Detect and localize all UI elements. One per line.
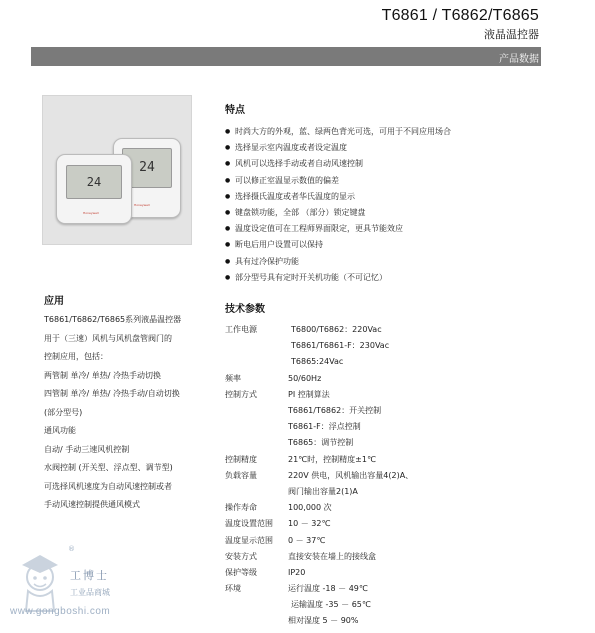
spec-value: T6861/T6862：开关控制 (288, 405, 382, 415)
section-label: 产品数据 (499, 54, 539, 65)
brand-logo: Honeywell (83, 211, 99, 215)
spec-value: T6865:24Vac (291, 357, 344, 367)
feature-item: ● 温度设定值可在工程师界面限定，更具节能效应 (225, 221, 555, 237)
application-line: 可选择风机速度为自动风速控制或者 (44, 481, 172, 491)
spec-row (225, 533, 545, 549)
spec-row (225, 565, 545, 581)
registered-mark: ® (68, 545, 75, 553)
section-bar (31, 47, 541, 66)
feature-item: ● 风机可以选择手动或者自动风速控制 (225, 156, 555, 172)
spec-value: PI 控制算法 (288, 389, 330, 399)
spec-label: 安装方式 (225, 551, 257, 561)
spec-label: 温度显示范围 (225, 535, 273, 545)
spec-label: 操作寿命 (225, 503, 257, 513)
application-line: 手动风速控制提供通风模式 (44, 500, 140, 509)
spec-value: T6800/T6862：220Vac (291, 325, 382, 334)
spec-label: 控制方式 (225, 389, 257, 399)
spec-value: T6865：调节控制 (288, 438, 354, 448)
watermark-name: 工博士 (70, 569, 109, 582)
application-line: 通风功能 (44, 426, 76, 435)
spec-row (225, 452, 545, 468)
spec-row (225, 500, 545, 516)
product-photo (42, 95, 192, 245)
application-line: T6861/T6862/T6865系列液晶温控器 (44, 315, 182, 324)
spec-value: 10 － 32℃ (288, 519, 331, 529)
feature-item: ● 选择显示室内温度或者设定温度 (225, 140, 555, 156)
spec-value: T6861/T6861-F：230Vac (291, 341, 390, 351)
application-text (44, 311, 204, 515)
spec-value: 100,000 次 (288, 503, 332, 513)
features-heading: 特点 (225, 105, 245, 116)
spec-label: 保护等级 (225, 567, 257, 577)
application-line: 控制应用，包括： (44, 352, 108, 361)
spec-row (225, 371, 545, 387)
watermark-tagline: 工业品商城 (70, 588, 110, 597)
features-list (225, 124, 555, 286)
spec-value: IP20 (288, 567, 306, 577)
model-title: T6861 / T6862/T6865 (381, 7, 539, 24)
application-line: 四管制 单冷/ 单热/ 冷热手动/自动切换 (44, 389, 180, 398)
spec-row (225, 322, 545, 371)
spec-value: 直接安装在墙上的接线盒 (288, 551, 376, 561)
watermark-url: www.gongboshi.com (10, 606, 111, 617)
feature-item: ● 键盘锁功能，全部 （部分）锁定键盘 (225, 205, 555, 221)
spec-value: 阀门输出容量2(1)A (288, 486, 358, 496)
product-name: 液晶温控器 (484, 28, 539, 41)
spec-label: 负载容量 (225, 470, 257, 480)
application-line: 水阀控制 (开关型、浮点型、调节型) (44, 463, 173, 472)
spec-label: 控制精度 (225, 454, 257, 464)
spec-value: 运行温度 -18 － 49℃ (288, 584, 368, 594)
spec-value: 运输温度 -35 － 65℃ (291, 600, 371, 610)
feature-item: ● 选择摄氏温度或者华氏温度的显示 (225, 189, 555, 205)
spec-value: 21℃时，控制精度±1℃ (288, 454, 376, 464)
specs-table (225, 322, 545, 630)
spec-row (225, 581, 545, 630)
application-line: 用于（三速）风机与风机盘管阀门的 (44, 333, 172, 343)
brand-logo: Honeywell (134, 203, 150, 207)
thermostat-back-reading: 24 (139, 160, 155, 175)
spec-value: 50/60Hz (288, 373, 322, 383)
spec-label: 环境 (225, 584, 241, 594)
spec-label: 频率 (225, 373, 241, 383)
application-heading: 应用 (44, 296, 64, 307)
spec-value: 0 － 37℃ (288, 535, 326, 545)
feature-item: ● 具有过冷保护功能 (225, 254, 555, 270)
thermostat-front-reading: 24 (86, 175, 102, 189)
feature-item: ● 时尚大方的外观，蓝、绿两色背光可选，可用于不同应用场合 (225, 124, 555, 140)
thermostat-front (56, 154, 132, 224)
feature-item: ● 可以修正室温显示数值的偏差 (225, 173, 555, 189)
specs-heading: 技术参数 (225, 304, 265, 315)
spec-row (225, 387, 545, 452)
spec-label: 温度设置范围 (225, 519, 273, 529)
spec-value: 相对湿度 5 － 90% (288, 616, 359, 626)
spec-row (225, 549, 545, 565)
spec-label: 工作电源 (225, 325, 257, 334)
thermostat-front-screen (66, 165, 122, 199)
feature-item: ● 断电后用户设置可以保持 (225, 237, 555, 253)
spec-row (225, 516, 545, 532)
application-line: (部分型号) (44, 407, 83, 417)
feature-item: ● 部分型号具有定时开关机功能（不可记忆） (225, 270, 555, 286)
spec-value: T6861-F：浮点控制 (288, 422, 361, 432)
application-line: 两管制 单冷/ 单热/ 冷热手动切换 (44, 370, 162, 380)
application-line: 自动/ 手动三速风机控制 (44, 444, 130, 454)
spec-value: 220V 供电，风机输出容量4(2)A、 (288, 470, 414, 480)
spec-row (225, 468, 545, 500)
